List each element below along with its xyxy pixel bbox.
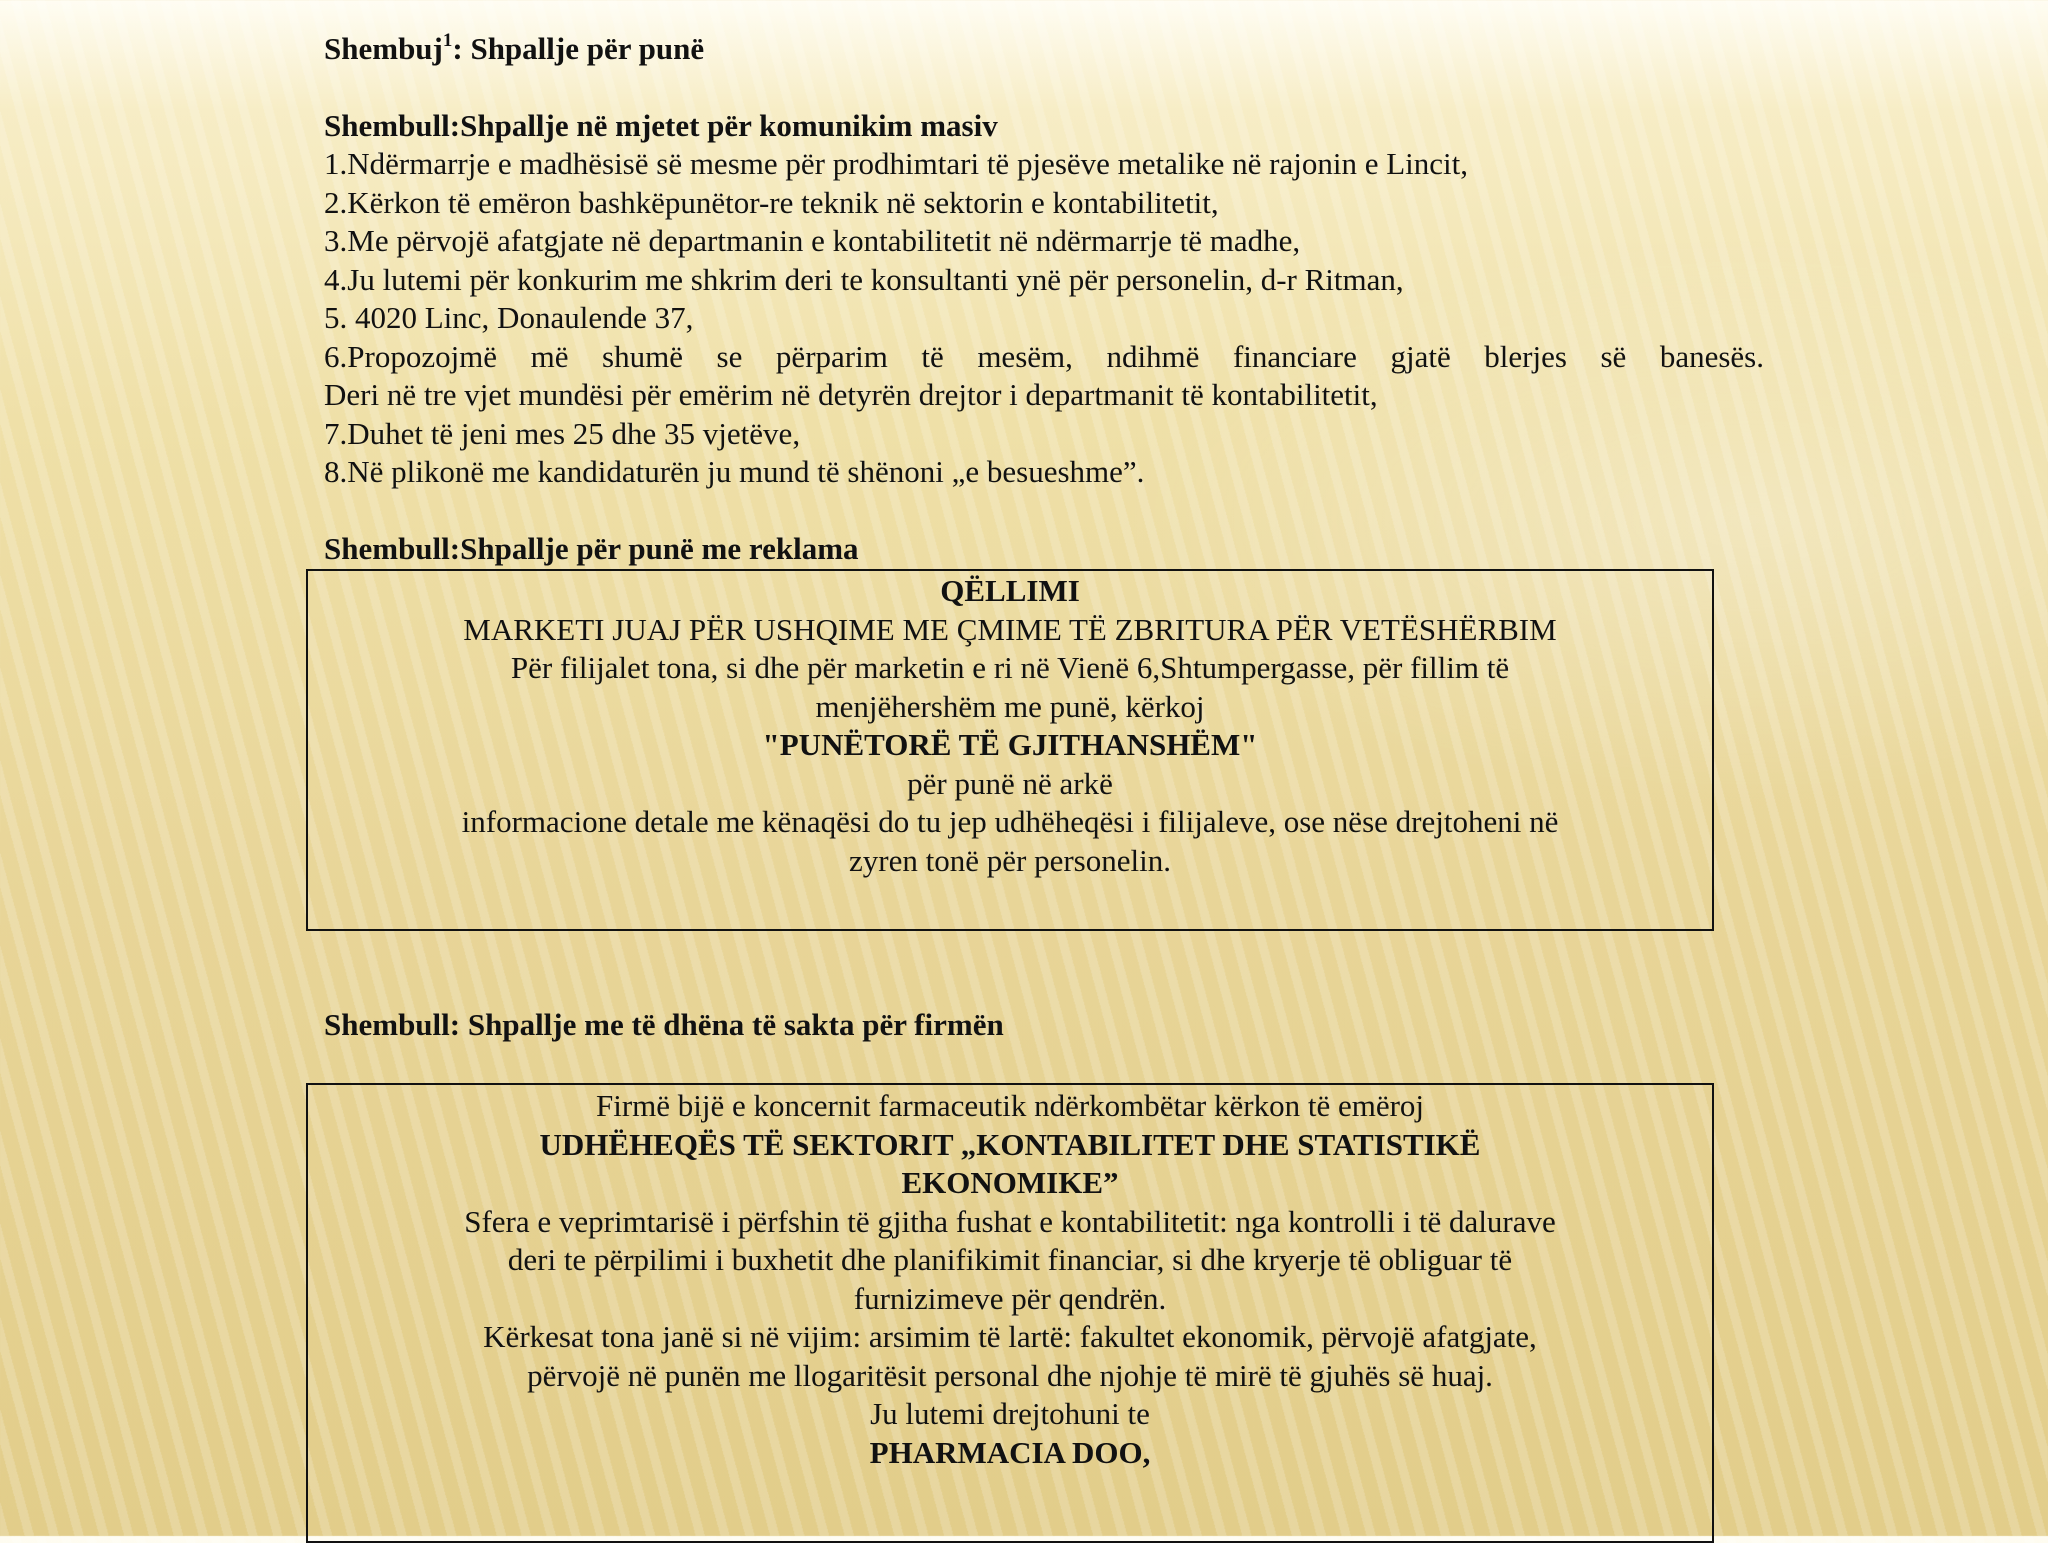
example1-line: 3.Me përvojë afatgjate në departmanin e kontabilitetit në ndërmarrje të madhe, bbox=[324, 223, 1301, 258]
example1-line: 6.Propozojmë më shumë se përparim të mesëm, ndihmë financiare gjatë blerjes së banesës. bbox=[324, 338, 1764, 374]
ad-box-market bbox=[306, 569, 1714, 931]
ad-text: Firmë bijë e koncernit farmaceutik ndërkombëtar kërkon të emëroj bbox=[595, 1088, 1425, 1123]
ad-text: për punë në arkë bbox=[907, 765, 1113, 801]
ad-text: furnizimeve për qendrën. bbox=[853, 1280, 1167, 1316]
ad-position: EKONOMIKE” bbox=[901, 1165, 1119, 1200]
ad-subtitle: MARKETI JUAJ PËR USHQIME ME ÇMIME TË ZBRITURA PËR VETËSHËRBIM bbox=[463, 611, 1557, 647]
ad-text: informacione detale me kënaqësi do tu jep udhëheqësi i filijaleve, ose nëse drejtoheni në bbox=[461, 804, 1559, 839]
slide-content bbox=[324, 30, 1784, 568]
ad-company: PHARMACIA DOO, bbox=[869, 1434, 1151, 1470]
example1-heading: Shembull:Shpallje në mjetet për komunikim masiv bbox=[324, 107, 998, 143]
title-text: Shembuj bbox=[324, 31, 443, 66]
ad-text: zyren tonë për personelin. bbox=[849, 842, 1171, 878]
example3-heading: Shembull: Shpallje me të dhëna të sakta për firmën bbox=[324, 1007, 1004, 1042]
ad-position: UDHËHEQËS TË SEKTORIT „KONTABILITET DHE STATISTIKË bbox=[539, 1126, 1481, 1162]
example1-line: 8.Në plikonë me kandidaturën ju mund të shënoni „e besueshme”. bbox=[324, 454, 1145, 489]
example1-line: 5. 4020 Linc, Donaulende 37, bbox=[324, 300, 694, 335]
example1-line: 4.Ju lutemi për konkurim me shkrim deri te konsultanti ynë për personelin, d-r Ritman, bbox=[324, 261, 1404, 297]
ad-text: Kërkesat tona janë si në vijim: arsimim të lartë: fakultet ekonomik, përvojë afatgjate, bbox=[483, 1319, 1537, 1354]
footnote-marker: 1 bbox=[442, 29, 453, 51]
ad-text: përvojë në punën me llogaritësit personal dhe njohje të mirë të gjuhës së huaj. bbox=[527, 1357, 1493, 1393]
ad-text: deri te përpilimi i buxhetit dhe planifikimit financiar, si dhe kryerje të obliguar të bbox=[507, 1242, 1513, 1277]
example1-line: Deri në tre vjet mundësi për emërim në detyrën drejtor i departmanit të kontabilitetit, bbox=[324, 377, 1378, 412]
ad-text: menjëhershëm me punë, kërkoj bbox=[815, 688, 1205, 724]
example2-heading: Shembull:Shpallje për punë me reklama bbox=[324, 530, 859, 566]
ad-text: Sfera e veprimtarisë i përfshin të gjitha fushat e kontabilitetit: nga kontrolli i të dalurave bbox=[464, 1203, 1556, 1239]
example1-line: 1.Ndërmarrje e madhësisë së mesme për prodhimtari të pjesëve metalike në rajonin e Lincit, bbox=[324, 146, 1468, 181]
example1-line: 2.Kërkon të emëron bashkëpunëtor-re teknik në sektorin e kontabilitetit, bbox=[324, 184, 1219, 220]
title-rest: : Shpallje për punë bbox=[452, 31, 705, 66]
ad-text: Për filijalet tona, si dhe për marketin e ri në Vienë 6,Shtumpergasse, për fillim të bbox=[510, 650, 1510, 685]
ad-position: "PUNËTORË TË GJITHANSHËM" bbox=[762, 727, 1258, 762]
ad-box-pharma bbox=[306, 1083, 1714, 1543]
ad-title: QËLLIMI bbox=[940, 573, 1080, 608]
ad-text: Ju lutemi drejtohuni te bbox=[870, 1396, 1150, 1431]
page-title bbox=[324, 30, 1784, 69]
example1-line: 7.Duhet të jeni mes 25 dhe 35 vjetëve, bbox=[324, 415, 801, 451]
